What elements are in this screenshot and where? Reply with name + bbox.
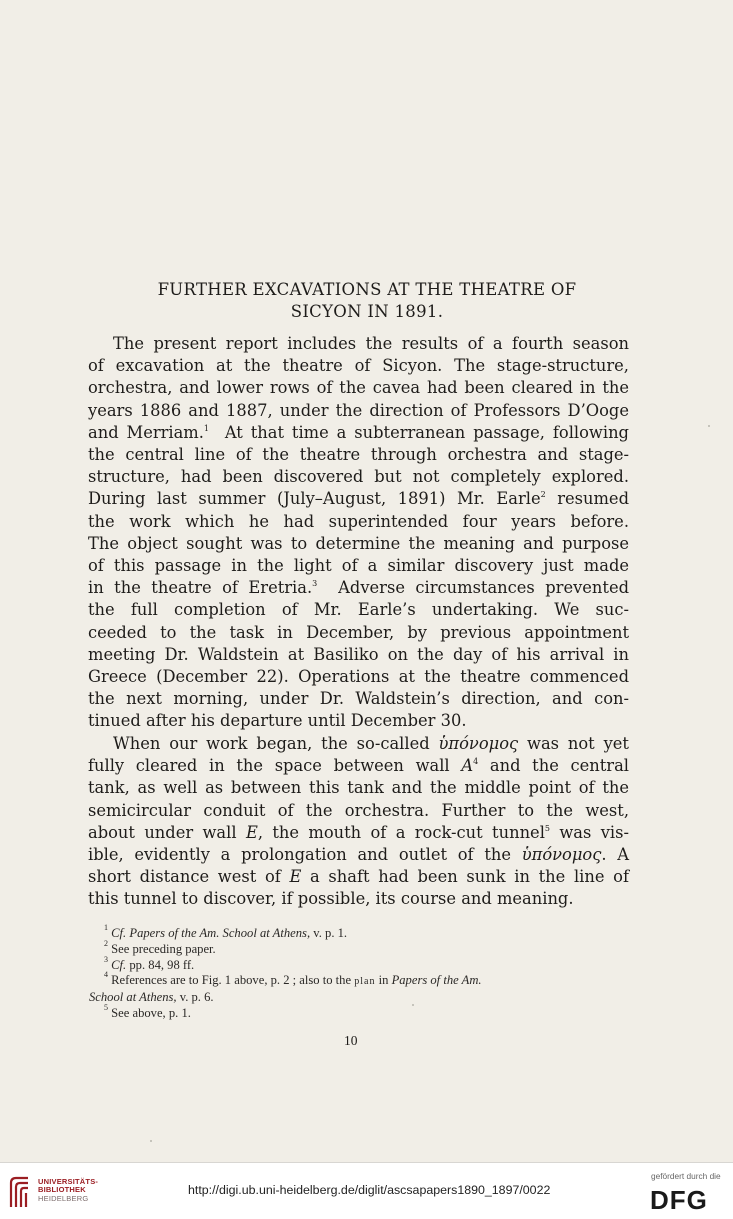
paragraph-1	[88, 333, 629, 733]
text-line: tinued after his departure until December 30.	[88, 711, 467, 731]
footnote-marker: 4	[473, 757, 479, 767]
text-line: During last summer (July–August, 1891) Mr. Earle$^2$ resumed	[88, 489, 629, 509]
digitization-footer	[0, 1162, 733, 1219]
text-line: short distance west of E a shaft had been sunk in the line of	[88, 867, 629, 887]
text-line: orchestra, and lower rows of the cavea had been cleared in the	[88, 378, 629, 398]
permalink-url[interactable]: http://digi.ub.uni-heidelberg.de/diglit/ascsapapers1890_1897/0022	[188, 1183, 551, 1197]
text-line: The present report includes the results of a fourth season	[113, 334, 629, 353]
funding-note: gefördert durch die	[651, 1171, 721, 1181]
paragraph-2	[88, 733, 629, 911]
text-line: meeting Dr. Waldstein at Basiliko on the day of his arrival in	[88, 644, 629, 664]
dfg-logo: DFG	[650, 1185, 708, 1215]
footnote-2: $^2$ See preceding paper.	[104, 938, 216, 956]
text-line: semicircular conduit of the orchestra. Further to the west,	[88, 800, 629, 820]
text-line: ible, evidently a prolongation and outlet of the ὑπόνομος. A	[88, 845, 629, 865]
scan-speck	[412, 1004, 414, 1006]
text-line: this tunnel to discover, if possible, its course and meaning.	[88, 889, 574, 909]
text-line: of this passage in the light of a similar discovery just made	[88, 556, 629, 576]
text-line: When our work began, the so-called ὑπόνομος was not yet	[113, 734, 629, 753]
greek-term: ὑπόνομος	[438, 734, 519, 753]
greek-term: ὑπόνομος	[521, 845, 602, 865]
text-line: Greece (December 22). Operations at the theatre commenced	[88, 667, 629, 687]
footnote-marker: 1	[203, 423, 210, 433]
text-line: and Merriam.$^1$ At that time a subterranean passage, following	[88, 422, 629, 442]
university-library-logo-icon	[8, 1175, 32, 1209]
scan-speck	[708, 425, 710, 427]
text-line: fully cleared in the space between wall $A^4$ and the central	[88, 756, 629, 776]
footnote-marker: 3	[312, 579, 318, 589]
footnote-3: $^3$ Cf. pp. 84, 98 ff.	[104, 954, 195, 972]
text-line: in the theatre of Eretria.$^3$ Adverse circumstances prevented	[88, 578, 630, 598]
footnote-4: $^4$ References are to Fig. 1 above, p. 2 ; also to the plan in Papers of the Am.	[104, 970, 482, 988]
text-line: the full completion of Mr. Earle’s undertaking. We suc-	[88, 600, 629, 620]
title-line-2: SICYON IN 1891.	[290, 302, 444, 321]
scan-speck	[150, 1140, 152, 1142]
footnote-5: $^5$ See above, p. 1.	[104, 1002, 191, 1020]
footnote-1: $^1$ Cf. Papers of the Am. School at Athens, v. p. 1.	[104, 923, 348, 940]
text-line: the next morning, under Dr. Waldstein’s direction, and con-	[88, 689, 629, 709]
text-line: tank, as well as between this tank and the middle point of the	[88, 778, 629, 798]
text-line: structure, had been discovered but not completely explored.	[88, 467, 629, 487]
article-title	[88, 279, 646, 323]
library-name: UNIVERSITÄTS- BIBLIOTHEK HEIDELBERG	[38, 1177, 99, 1203]
text-line: the work which he had superintended four years before.	[88, 511, 629, 531]
text-line: The object sought was to determine the meaning and purpose	[88, 533, 629, 553]
footnote-4-continued: School at Athens, v. p. 6.	[89, 990, 214, 1005]
text-line: years 1886 and 1887, under the direction of Professors D’Ooge	[88, 400, 629, 420]
text-line: ceeded to the task in December, by previous appointment	[88, 622, 629, 642]
text-line: the central line of the theatre through orchestra and stage-	[88, 445, 629, 465]
footnote-marker: 5	[544, 823, 550, 833]
footnotes	[89, 923, 629, 1022]
footnote-marker: 2	[540, 490, 546, 500]
page-number: 10	[344, 1033, 358, 1048]
title-line-1: FURTHER EXCAVATIONS AT THE THEATRE OF	[157, 280, 577, 299]
text-line: about under wall E, the mouth of a rock-cut tunnel$^5$ was vis-	[88, 822, 629, 842]
text-line: of excavation at the theatre of Sicyon. The stage-structure,	[88, 356, 629, 376]
